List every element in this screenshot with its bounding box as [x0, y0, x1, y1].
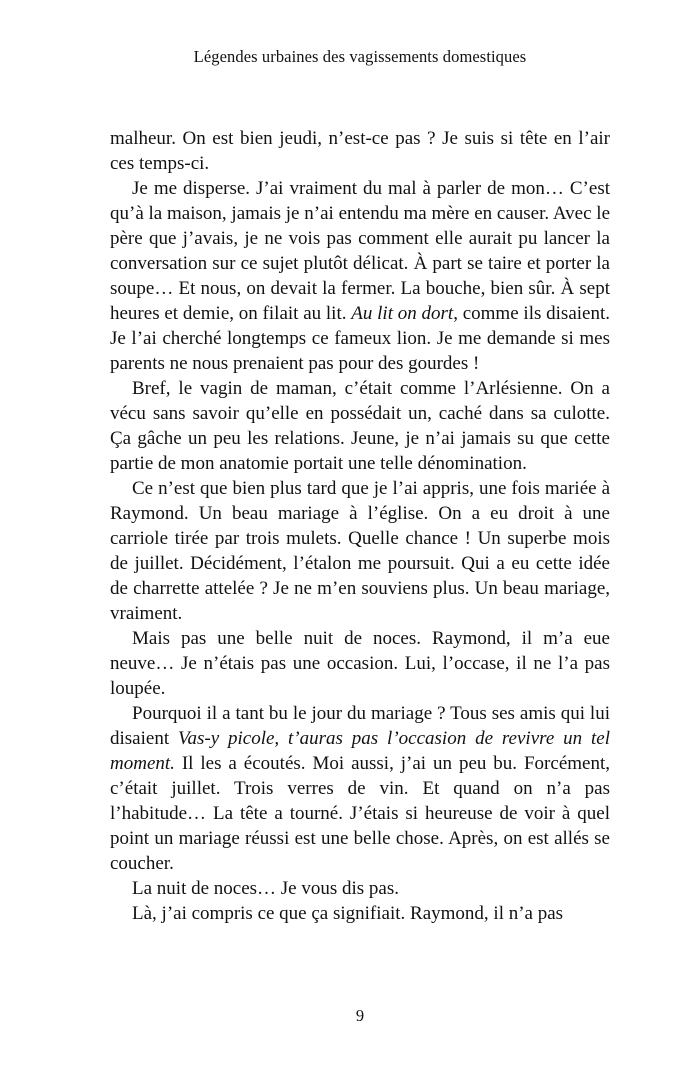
italic-text-run: Vas-y picole, t’auras pas l’occasion de revivre un tel moment.: [110, 728, 610, 774]
paragraph: [110, 476, 610, 626]
text-run: , comme ils disaient. Je l’ai cherché longtemps ce fameux lion. Je me demande si mes parents ne nous prenaient pas pour des gourdes !: [110, 303, 610, 374]
page-body: [110, 126, 610, 926]
paragraph: [110, 376, 610, 476]
text-run: Il les a écoutés. Moi aussi, j’ai un peu bu. Forcément, c’était juillet. Trois verres de vin. Et quand on n’a pas l’habitude… La tête a tourné. J’étais si heureuse de voir à quel point un mariage réussi est une belle chose. Après, on est allés se coucher.: [110, 753, 610, 874]
paragraph: [110, 701, 610, 876]
text-run: Je me disperse. J’ai vraiment du mal à parler de mon… C’est qu’à la maison, jamais je n’ai entendu ma mère en causer. Avec le père que j’avais, je ne vois pas comment elle aurait pu lancer la conversation sur ce sujet plutôt délicat. À part se taire et porter la soupe… Et nous, on devait la fermer. La bouche, bien sûr. À sept heures et demie, on filait au lit.: [110, 178, 610, 324]
italic-text-run: Au lit on dort: [351, 303, 454, 324]
paragraph: [110, 876, 610, 901]
paragraph: [110, 176, 610, 376]
text-run: Mais pas une belle nuit de noces. Raymond, il m’a eue neuve… Je n’étais pas une occasion. Lui, l’occase, il ne l’a pas loupée.: [110, 628, 610, 699]
text-run: Bref, le vagin de maman, c’était comme l’Arlésienne. On a vécu sans savoir qu’elle en possédait un, caché dans sa culotte. Ça gâche un peu les relations. Jeune, je n’ai jamais su que cette partie de mon anatomie portait une telle dénomination.: [110, 378, 610, 474]
text-run: Ce n’est que bien plus tard que je l’ai appris, une fois mariée à Raymond. Un beau mariage à l’église. On a eu droit à une carriole tirée par trois mulets. Quelle chance ! Un superbe mois de juillet. Décidément, l’étalon me poursuit. Qui a eu cette idée de charrette attelée ? Je ne m’en souviens plus. Un beau mariage, vraiment.: [110, 478, 610, 624]
text-run: malheur. On est bien jeudi, n’est-ce pas ? Je suis si tête en l’air ces temps-ci.: [110, 128, 610, 174]
running-header: Légendes urbaines des vagissements domestiques: [193, 47, 527, 66]
text-run: Pourquoi il a tant bu le jour du mariage ? Tous ses amis qui lui disaient: [110, 703, 610, 749]
paragraph: [110, 626, 610, 701]
page-number: 9: [355, 1006, 365, 1025]
paragraph: [110, 126, 610, 176]
text-run: La nuit de noces… Je vous dis pas.: [132, 878, 400, 899]
paragraph: [110, 901, 610, 926]
text-run: Là, j’ai compris ce que ça signifiait. Raymond, il n’a pas: [132, 903, 564, 924]
